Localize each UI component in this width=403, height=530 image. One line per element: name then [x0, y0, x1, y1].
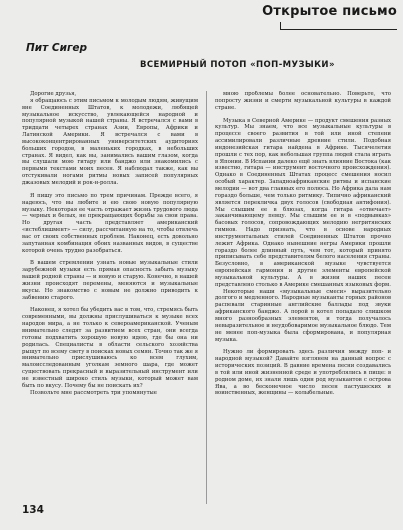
- author-name: Пит Сигер: [26, 42, 88, 54]
- paragraph: я обращаюсь с этим письмом к молодым людям, живущим вне Соединенных Штатов, к молодежи, любящей музыкальное искусство, увлекающейся народной и популярной музыкой нашей страны. Я встречался с вами в тридцати четырех странах Азии, Европы, Африки и Латинской Америки. Я встречался с вами в высококонцентрированных университетских аудиториях больших городов, в маленьких городках, в небольших странах. Я видел, как вы, занимались вашим глазом, когда вы слушали мою гитару или банджо или знакомились с первыми текстами моих песен. Я наблюдал также, как вы отстукивали ногами ритмы новых записей популярных джазовых мелодий и рок-н-ролла.: [22, 97, 198, 186]
- rubric-title: Открытое письмо: [262, 4, 397, 19]
- paragraph: Наконец, я хотел бы убедить вас в том, что, стремясь быть современными, вы должны прислушиваться к музыке всех народов мира, а не только к североамериканской. Ученым внимательно следят за развитием всех стран, они всегда готовы подхватить хорошую новую идею, где бы она ни родилась. Специалисты в области сельского хозяйства рыщут по всему свету в поисках новых семян. Точно так же я внимательно прислушиваюсь ко всем глухим, малоисследованным уголкам земного шара, где может существовать прекрасный и выразительный инструмент или не известный широко стиль музыки, который может вам быть по вкусу. Почему бы не поискать их?: [22, 307, 198, 389]
- right-column: [215, 91, 391, 506]
- paragraph: В вашем стремлении узнать новые музыкальные стили зарубежной музыки есть прямая опасность забыть музыку вашей родной страны — и новую и старую. Конечно, в нашей жизни происходят перемены, меняются и музыкальные вкусы. Но знакомство с новым не должно приводить к забвению старого.: [22, 260, 198, 301]
- paragraph: Дорогие друзья,: [30, 91, 77, 97]
- rubric-tick: [280, 22, 281, 29]
- paragraph: мною проблемы более основательно. Поверьте, что попросту жизни и смерти музыкальной культуры в каждой стране.: [215, 91, 391, 111]
- paragraph: Нужно ли формировать здесь различия между поп- и народной музыкой? Давайте взглянем на данный вопрос с исторических позиций. В давние времена песни создавались в той или иной жизненной среде и употреблялись в пище: в родном доме, их знали лишь один род музыкантов с острова Ява, а во бесконечное число песен пастушеских и воинственных, женщины — колыбельные.: [215, 349, 391, 397]
- paragraph: Некоторые наши «музыкальные смеси» выразительно долгого и медленного. Народные музыканты горных районов распевали старинные английские баллады под звуки африканского банджо. А порой в котел попадало слишком много разнообразных элементов, и тогда получалось невыразительное и неудобоваримое музыкальное блюдо. Тем не менее поп-музыка была сформирована, и популярная музыка.: [215, 288, 391, 343]
- rubric-rule: [280, 29, 397, 30]
- paragraph: Позвольте мне рассмотреть три упомянутые: [30, 389, 157, 396]
- column-divider: [206, 91, 207, 504]
- paragraph: Я пишу это письмо по трем причинам. Прежде всего, я надеюсь, что вы любите и ею свою новую популярную музыку. Некоторая ее часть отражает жизнь трудового люда — черных и белых, не прекращающих борьбы за свои права. Но другая часть представляет американский «истеблишмент» — силу, рассчитанную на то, чтобы отвлечь вас от своих собственных проблем. Наконец, есть довольно запутанная комбинация обоих названных видов, в существе которой очень трудно разобраться.: [22, 192, 198, 254]
- left-column: [22, 91, 198, 506]
- paragraph: Музыка в Северной Америке — продукт смешения разных культур. Мы знаем, что все музыкальные культуры в процессе своего развития в той или иной степени ассимилировали различные древние стили. Подобная индонезийская гитара найдена в Африке. Тысячелетия прошли с тех пор, как небольшая группа людей стала играть в Японии. В Испании далеко ещё знать влияние Востока (как известно, гитара — инструмент восточного происхождения). Однако в Соединенных Штатах процесс смешения носил особый характер. Западноафриканские ритмы и испанские мелодии — вот два главных его полюса. Но Африка дала нам гораздо больше, чем только ритмику. Типично африканский является перекличка двух голосов (свободная антифония). Мы слышим ее в блюзах, когда гитара «отвечает» заканчивающему певцу. Мы слышим ее и в «подвывках» басовых голосов, сопровождающих мелодию негритянских гимнов. Надо признать, что в основе народных инструментальных стилей Соединенных Штатов прочно лежит Африка. Однако нынешние негры Америки прошли гораздо более длинный путь, чем тот, который принято приписывать себе представителям белого населения страны. Безусловно, в американской музыке чувствуется европейская гармония и другие элементы европейской музыкальной культуры. А в жизни наших песен представлено столько в Америке смешанных языковых форм.: [215, 117, 391, 288]
- page-number: 134: [22, 504, 44, 516]
- article-headline: ВСЕМИРНЫЙ ПОТОП «ПОП-МУЗЫКИ»: [140, 60, 335, 70]
